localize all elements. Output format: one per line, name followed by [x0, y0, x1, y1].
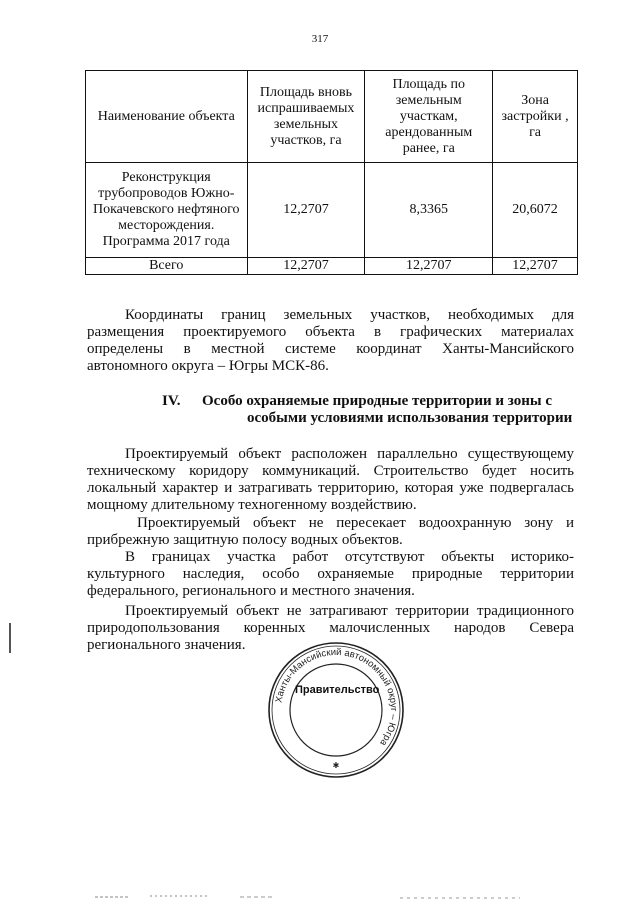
paragraph-3	[87, 549, 574, 600]
paragraph-1	[87, 446, 574, 514]
header-building-zone: Зона застройки , га	[493, 71, 578, 163]
header-leased-area: Площадь по земельным участкам, арендованным ранее, га	[365, 71, 493, 163]
coordinates-paragraph	[87, 307, 574, 375]
paragraph-line: культурного наследия, особо охраняемые природные территории	[87, 566, 574, 582]
paragraph-line: мощному длительному техногенному воздействию.	[87, 497, 417, 513]
cell-total-leased-area: 12,2707	[365, 258, 493, 275]
paragraph-line: Проектируемый объект расположен параллельно существующему	[125, 446, 574, 462]
paragraph-line: техническому коридору коммуникаций. Строительство будет носить	[87, 463, 574, 479]
cell-new-area: 12,2707	[247, 163, 365, 258]
cell-object-name: Реконструкция трубопроводов Южно-Покачевского нефтяного месторождения. Программа 2017 года	[86, 163, 248, 258]
section-heading	[87, 393, 574, 427]
paragraph-line: Проектируемый объект не пересекает водоохранную зону и	[137, 515, 574, 531]
paragraph-2	[87, 515, 574, 549]
table-total-row	[86, 258, 578, 275]
header-object-name: Наименование объекта	[86, 71, 248, 163]
star-icon: ✱	[332, 761, 340, 770]
land-area-table	[85, 70, 578, 275]
stamp-ring-text: Ханты-Мансийский автономный округ – Югра	[273, 646, 400, 748]
scan-artifact-marks	[0, 888, 640, 905]
paragraph-line: Проектируемый объект не затрагивают территории традиционного	[125, 603, 574, 619]
cell-total-building-zone: 12,2707	[493, 258, 578, 275]
cell-building-zone: 20,6072	[493, 163, 578, 258]
section-number: IV.	[162, 393, 181, 409]
paragraph-line: прибрежную защитную полосу водных объектов.	[87, 532, 403, 548]
stamp-center-text: Правительство	[295, 684, 380, 696]
cell-total-label: Всего	[86, 258, 248, 275]
paragraph-line: В границах участка работ отсутствуют объекты историко-	[125, 549, 574, 565]
page-number: 317	[311, 33, 329, 45]
table-row	[86, 163, 578, 258]
official-stamp	[266, 640, 406, 780]
section-title-line2: особыми условиями использования территории	[247, 410, 573, 426]
cell-total-new-area: 12,2707	[247, 258, 365, 275]
paragraph-line: локальный характер и затрагивать территорию, которая уже подвергалась	[87, 480, 574, 496]
paragraph-line: определены в местной системе координат Ханты-Мансийского	[87, 341, 574, 357]
paragraph-line: размещения проектируемого объекта в графических материалах	[87, 324, 574, 340]
paragraph-line: федерального, регионального и местного значения.	[87, 583, 415, 599]
table-header-row	[86, 71, 578, 163]
paragraph-line: автономного округа – Югры МСК-86.	[87, 358, 329, 374]
section-title-line1: Особо охраняемые природные территории и зоны с	[202, 393, 552, 409]
paragraph-line: природопользования коренных малочисленных народов Севера	[87, 620, 574, 636]
header-new-area: Площадь вновь испрашиваемых земельных участков, га	[247, 71, 365, 163]
margin-mark	[9, 623, 11, 653]
paragraph-line: Координаты границ земельных участков, необходимых для	[125, 307, 574, 323]
cell-leased-area: 8,3365	[365, 163, 493, 258]
paragraph-line: регионального значения.	[87, 637, 246, 653]
